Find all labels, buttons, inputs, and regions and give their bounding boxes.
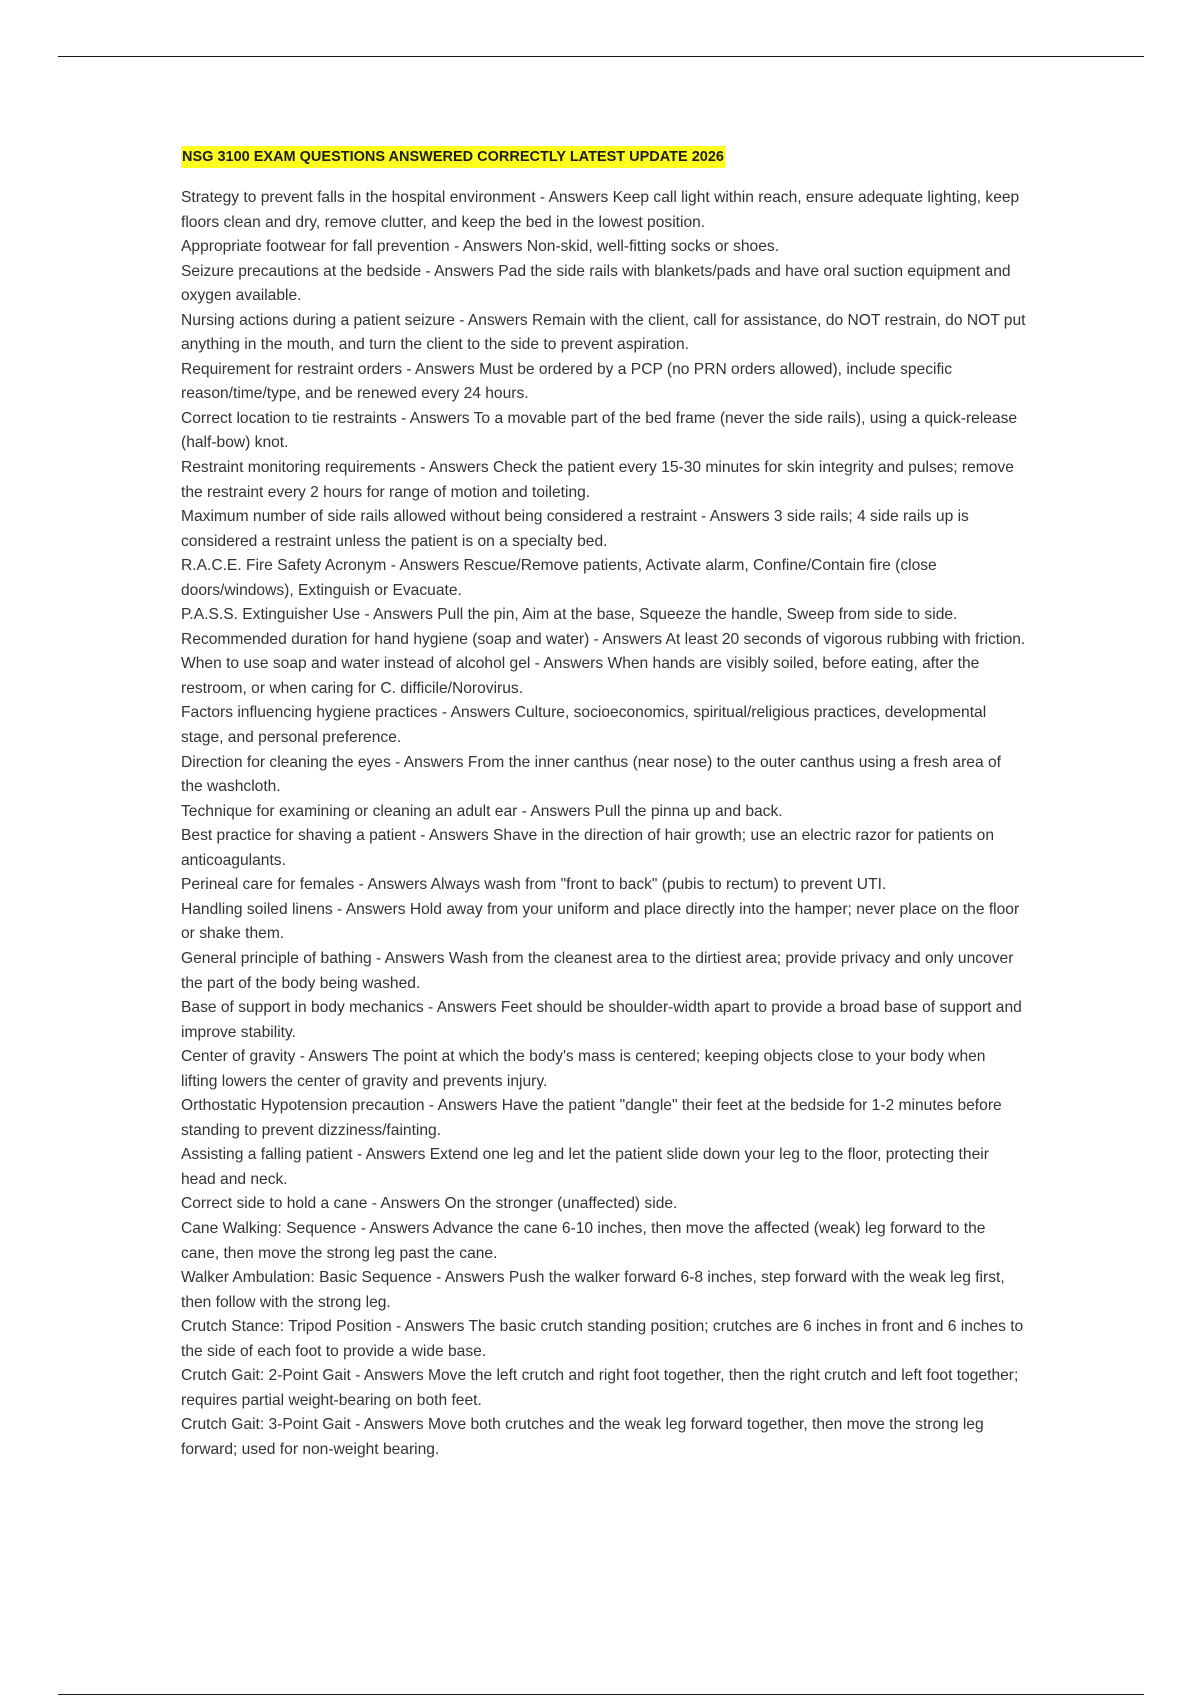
qa-entry: Crutch Gait: 3-Point Gait - Answers Move both crutches and the weak leg forward together, then move the strong leg forward; used for non-weight bearing. (181, 1416, 984, 1458)
qa-entry: Assisting a falling patient - Answers Extend one leg and let the patient slide down your leg to the floor, protecting their head and neck. (181, 1146, 989, 1188)
qa-entry: Direction for cleaning the eyes - Answers From the inner canthus (near nose) to the outer canthus using a fresh area of the washcloth. (181, 753, 1001, 796)
qa-entry: Orthostatic Hypotension precaution - Answers Have the patient "dangle" their feet at the bedside for 1-2 minutes before standing to prevent dizziness/fainting. (181, 1097, 1002, 1139)
qa-entry: Best practice for shaving a patient - Answers Shave in the direction of hair growth; use an electric razor for patients on anticoagulants. (181, 827, 995, 869)
document-title: NSG 3100 EXAM QUESTIONS ANSWERED CORRECTLY LATEST UPDATE 2026 (181, 146, 725, 168)
qa-entry: P.A.S.S. Extinguisher Use - Answers Pull the pin, Aim at the base, Squeeze the handle, Sweep from side to side. (181, 606, 958, 624)
qa-entry: Technique for examining or cleaning an adult ear - Answers Pull the pinna up and back. (181, 802, 783, 820)
qa-entry: Crutch Gait: 2-Point Gait - Answers Move the left crutch and right foot together, then the right crutch and left foot together; requires partial weight-bearing on both feet. (181, 1367, 1019, 1409)
qa-entry: Restraint monitoring requirements - Answers Check the patient every 15-30 minutes for skin integrity and pulses; remove the restraint every 2 hours for range of motion and toileting. (181, 459, 1014, 501)
qa-entry: General principle of bathing - Answers Wash from the cleanest area to the dirtiest area; provide privacy and only uncover the part of the body being washed. (181, 949, 1014, 992)
qa-entry: Base of support in body mechanics - Answers Feet should be shoulder-width apart to provide a broad base of support and improve stability. (181, 999, 1022, 1041)
qa-entry: Maximum number of side rails allowed without being considered a restraint - Answers 3 side rails; 4 side rails up is considered a restraint unless the patient is on a specialty bed. (181, 508, 969, 550)
qa-entry: Handling soiled linens - Answers Hold away from your uniform and place directly into the hamper; never place on the floor or shake them. (181, 900, 1020, 943)
qa-entry: Nursing actions during a patient seizure - Answers Remain with the client, call for assistance, do NOT restrain, do NOT put anything in the mouth, and turn the client to the side to prevent aspiration. (181, 311, 1026, 354)
qa-list (181, 186, 1026, 1462)
qa-entry: Recommended duration for hand hygiene (soap and water) - Answers At least 20 seconds of vigorous rubbing with friction. (181, 630, 1026, 648)
qa-entry: Crutch Stance: Tripod Position - Answers The basic crutch standing position; crutches are 6 inches in front and 6 inches to the side of each foot to provide a wide base. (181, 1318, 1024, 1360)
qa-entry: Appropriate footwear for fall prevention - Answers Non-skid, well-fitting socks or shoes. (181, 238, 780, 256)
qa-entry: R.A.C.E. Fire Safety Acronym - Answers Rescue/Remove patients, Activate alarm, Confine/Contain fire (close doors/windows), Extinguish or Evacuate. (181, 557, 937, 599)
qa-entry: Walker Ambulation: Basic Sequence - Answers Push the walker forward 6-8 inches, step forward with the weak leg first, then follow with the strong leg. (181, 1269, 1005, 1311)
top-rule (58, 56, 1144, 57)
document-page (181, 146, 1026, 1462)
qa-entry: When to use soap and water instead of alcohol gel - Answers When hands are visibly soiled, before eating, after the restroom, or when caring for C. difficile/Norovirus. (181, 655, 980, 697)
qa-entry: Cane Walking: Sequence - Answers Advance the cane 6-10 inches, then move the affected (weak) leg forward to the cane, then move the strong leg past the cane. (181, 1219, 986, 1262)
bottom-rule (58, 1694, 1144, 1695)
qa-entry: Correct side to hold a cane - Answers On the stronger (unaffected) side. (181, 1195, 678, 1213)
qa-entry: Strategy to prevent falls in the hospital environment - Answers Keep call light within reach, ensure adequate lighting, keep floors clean and dry, remove clutter, and keep the bed in the lowest position. (181, 189, 1020, 231)
qa-entry: Requirement for restraint orders - Answers Must be ordered by a PCP (no PRN orders allowed), include specific reason/time/type, and be renewed every 24 hours. (181, 360, 953, 403)
qa-entry: Center of gravity - Answers The point at which the body's mass is centered; keeping objects close to your body when lifting lowers the center of gravity and prevents injury. (181, 1048, 986, 1090)
qa-entry: Factors influencing hygiene practices - Answers Culture, socioeconomics, spiritual/religious practices, developmental stage, and personal preference. (181, 704, 987, 747)
qa-entry: Perineal care for females - Answers Always wash from "front to back" (pubis to rectum) to prevent UTI. (181, 876, 887, 894)
qa-entry: Seizure precautions at the bedside - Answers Pad the side rails with blankets/pads and have oral suction equipment and oxygen available. (181, 262, 1011, 305)
qa-entry: Correct location to tie restraints - Answers To a movable part of the bed frame (never the side rails), using a quick-release (half-bow) knot. (181, 409, 1018, 452)
